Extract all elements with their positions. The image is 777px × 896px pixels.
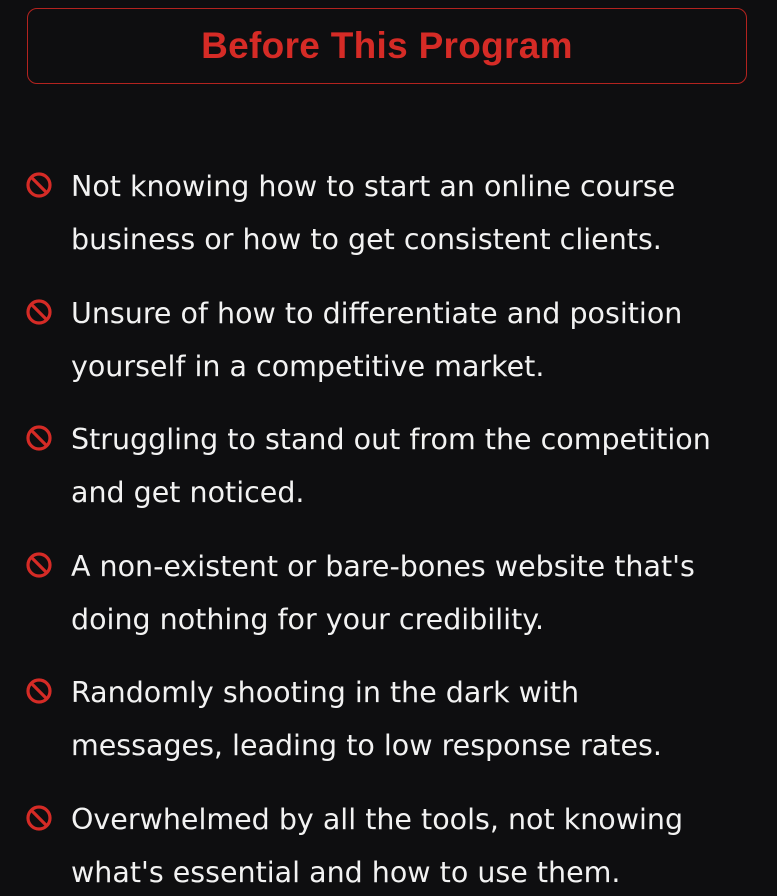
page-title: Before This Program [201,25,573,66]
prohibited-icon [25,677,53,705]
prohibited-icon [25,424,53,452]
list-item [25,540,765,667]
list-item [25,413,765,540]
list-item [25,793,765,896]
list-item-text: Unsure of how to differentiate and position yourself in a competitive market. [71,296,683,383]
list-item [25,666,765,793]
prohibited-icon [25,551,53,579]
list-item-text: Struggling to stand out from the competition and get noticed. [71,423,711,509]
prohibited-icon [25,298,53,326]
prohibited-icon [25,171,53,199]
list-item-text: A non-existent or bare-bones website that's doing nothing for your credibility. [71,549,695,636]
list-item [25,287,765,414]
list-item-text: Not knowing how to start an online course business or how to get consistent clients. [71,170,676,256]
list-item-text: Overwhelmed by all the tools, not knowing what's essential and how to use them. [71,802,684,889]
prohibited-icon [25,804,53,832]
pain-points-list [25,160,765,896]
list-item-text: Randomly shooting in the dark with messages, leading to low response rates. [71,676,662,762]
list-item [25,160,765,287]
header-box [27,8,747,84]
